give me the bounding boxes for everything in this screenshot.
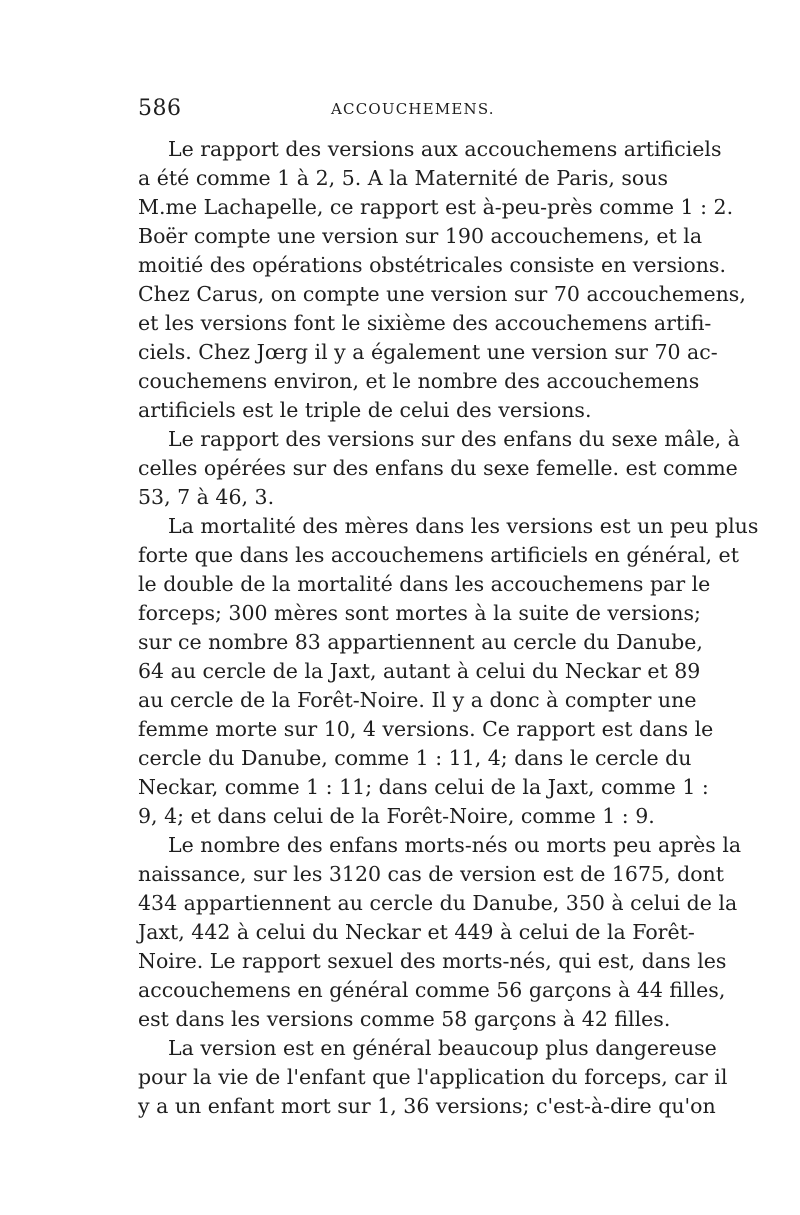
text-line: forceps; 300 mères sont mortes à la suite de versions;	[138, 601, 701, 625]
paragraph-4	[138, 831, 742, 1034]
text-line: y a un enfant mort sur 1, 36 versions; c'est-à-dire qu'on	[138, 1094, 716, 1118]
running-head: ACCOUCHEMENS.	[331, 100, 495, 118]
text-line: couchemens environ, et le nombre des accouchemens	[138, 369, 700, 393]
text-line: naissance, sur les 3120 cas de version est de 1675, dont	[138, 862, 724, 886]
text-line: est dans les versions comme 58 garçons à 42 filles.	[138, 1007, 671, 1031]
text-line: 434 appartiennent au cercle du Danube, 350 à celui de la	[138, 891, 738, 915]
paragraph-1	[138, 135, 746, 425]
text-line: cercle du Danube, comme 1 : 11, 4; dans le cercle du	[138, 746, 692, 770]
text-line: 64 au cercle de la Jaxt, autant à celui du Neckar et 89	[138, 659, 701, 683]
text-line: artificiels est le triple de celui des versions.	[138, 398, 592, 422]
text-line: sur ce nombre 83 appartiennent au cercle du Danube,	[138, 630, 703, 654]
paragraph-2	[138, 425, 740, 512]
text-line: Chez Carus, on compte une version sur 70 accouchemens,	[138, 282, 746, 306]
text-line: pour la vie de l'enfant que l'application du forceps, car il	[138, 1065, 728, 1089]
text-line: ciels. Chez Jœrg il y a également une version sur 70 ac-	[138, 340, 718, 364]
text-line: Le nombre des enfans morts-nés ou morts peu après la	[168, 833, 742, 857]
text-line: le double de la mortalité dans les accouchemens par le	[138, 572, 711, 596]
paragraph-5	[138, 1034, 728, 1121]
text-line: moitié des opérations obstétricales consiste en versions.	[138, 253, 726, 277]
text-line: 53, 7 à 46, 3.	[138, 485, 275, 509]
text-line: Neckar, comme 1 : 11; dans celui de la Jaxt, comme 1 :	[138, 775, 709, 799]
text-line: au cercle de la Forêt-Noire. Il y a donc à compter une	[138, 688, 697, 712]
paragraph-3	[138, 512, 759, 831]
text-line: Le rapport des versions aux accouchemens artificiels	[168, 137, 722, 161]
page-number: 586	[138, 96, 182, 121]
text-line: celles opérées sur des enfans du sexe femelle. est comme	[138, 456, 738, 480]
text-line: et les versions font le sixième des accouchemens artifi-	[138, 311, 712, 335]
text-line: Le rapport des versions sur des enfans du sexe mâle, à	[168, 427, 740, 451]
text-line: Boër compte une version sur 190 accouchemens, et la	[138, 224, 703, 248]
text-line: femme morte sur 10, 4 versions. Ce rapport est dans le	[138, 717, 714, 741]
text-line: forte que dans les accouchemens artificiels en général, et	[138, 543, 739, 567]
page-header	[138, 96, 668, 126]
text-line: La mortalité des mères dans les versions est un peu plus	[168, 514, 759, 538]
text-line: M.me Lachapelle, ce rapport est à-peu-près comme 1 : 2.	[138, 195, 734, 219]
text-line: Jaxt, 442 à celui du Neckar et 449 à celui de la Forêt-	[138, 920, 695, 944]
text-line: 9, 4; et dans celui de la Forêt-Noire, comme 1 : 9.	[138, 804, 655, 828]
text-line: Noire. Le rapport sexuel des morts-nés, qui est, dans les	[138, 949, 727, 973]
text-line: a été comme 1 à 2, 5. A la Maternité de Paris, sous	[138, 166, 668, 190]
body-text	[138, 135, 759, 1121]
text-line: La version est en général beaucoup plus dangereuse	[168, 1036, 717, 1060]
text-line: accouchemens en général comme 56 garçons à 44 filles,	[138, 978, 726, 1002]
